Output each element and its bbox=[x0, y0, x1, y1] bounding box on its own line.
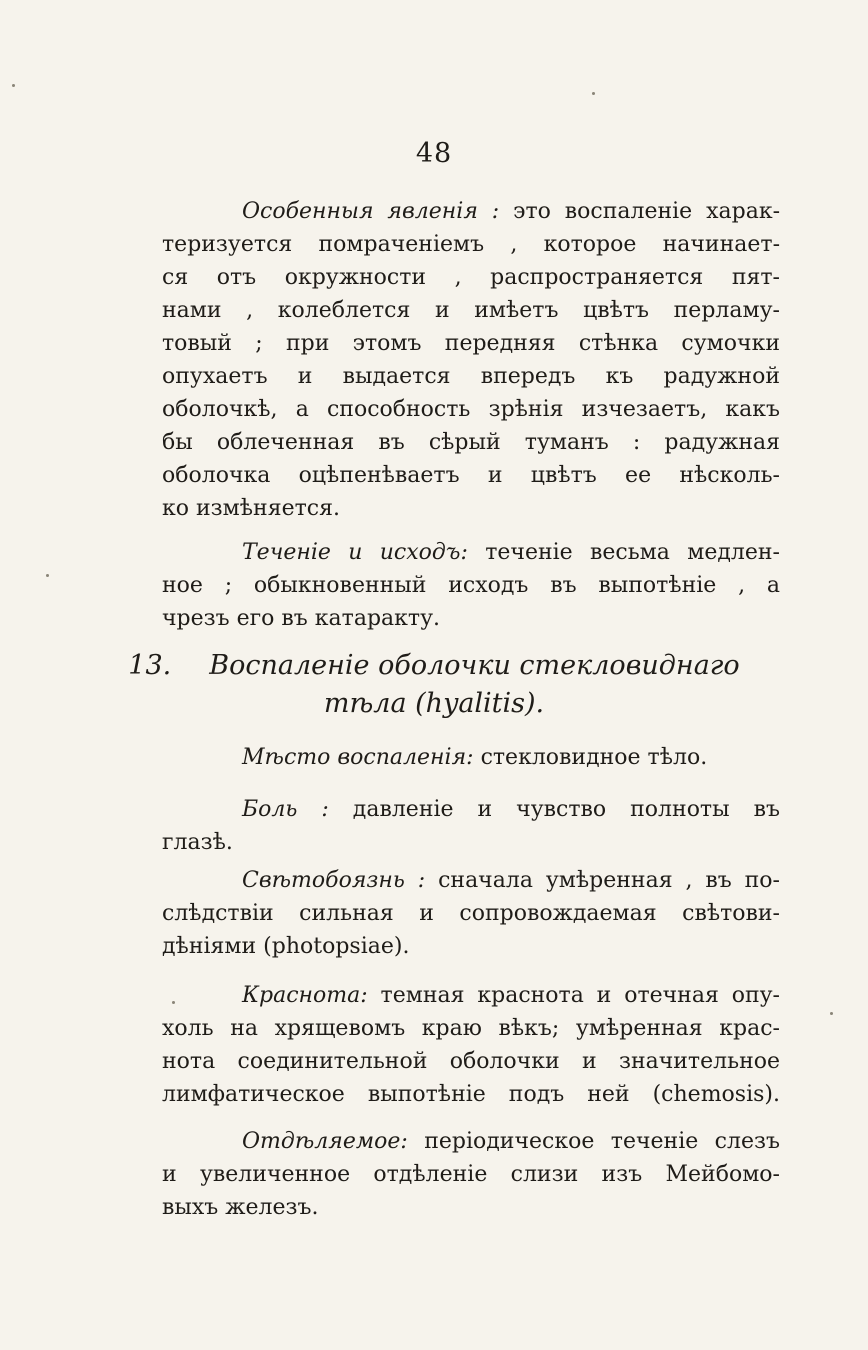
paragraph-line: давленіе и чувство полноты въ bbox=[352, 797, 780, 822]
paragraph-line: холь на хрящевомъ краю вѣкъ; умѣренная крас- bbox=[162, 1016, 780, 1041]
paragraph-label: Особенныя явленія : bbox=[242, 199, 500, 224]
section-title-line1: Воспаленіе оболочки стекловиднаго bbox=[209, 650, 740, 681]
page-number: 48 bbox=[415, 138, 453, 169]
paragraph-line: ное ; обыкновенный исходъ въ выпотѣніе , а bbox=[162, 573, 780, 598]
paper-speck bbox=[592, 92, 595, 95]
paragraph-line: бы облеченная въ сѣрый туманъ : радужная bbox=[162, 430, 780, 455]
paragraph-line: стекловидное тѣло. bbox=[480, 745, 708, 770]
paragraph-line: оболочка оцѣпенѣваетъ и цвѣтъ ее нѣсколь- bbox=[162, 463, 780, 488]
paragraph-line: опухаетъ и выдается впередъ къ радужной bbox=[162, 364, 780, 389]
section-title-line2: тѣла (hyalitis). bbox=[323, 688, 545, 719]
paragraph-line: темная краснота и отечная опу- bbox=[380, 983, 780, 1008]
paragraph-label: Мѣсто воспаленія: bbox=[242, 745, 474, 770]
paper-speck bbox=[830, 1012, 833, 1015]
paragraph-line: глазѣ. bbox=[162, 830, 233, 855]
paper-speck bbox=[46, 574, 49, 577]
paragraph-line: это воспаленіе харак- bbox=[513, 199, 781, 224]
section-heading-line2 bbox=[0, 686, 868, 722]
paragraph-line: лимфатическое выпотѣніе подъ ней (chemosis). bbox=[162, 1082, 780, 1107]
paragraph-line: теризуется помраченіемъ , которое начинает- bbox=[162, 232, 780, 257]
paragraph-label: Свѣтобоязнь : bbox=[242, 868, 426, 893]
paragraph-line: нами , колеблется и имѣетъ цвѣтъ перламу- bbox=[162, 298, 780, 323]
paragraph-line: оболочкѣ, а способность зрѣнія изчезаетъ, какъ bbox=[162, 397, 780, 422]
paragraph-line: теченіе весьма медлен- bbox=[485, 540, 780, 565]
paragraph-line: ся отъ окружности , распространяется пят- bbox=[162, 265, 780, 290]
section-number: 13. bbox=[128, 650, 172, 681]
section-heading bbox=[0, 648, 868, 684]
paragraph-line: товый ; при этомъ передняя стѣнка сумочки bbox=[162, 331, 780, 356]
paragraph-line: ко измѣняется. bbox=[162, 496, 340, 521]
paragraph-label: Отдѣляемое: bbox=[242, 1129, 408, 1154]
paragraph-line: періодическое теченіе слезъ bbox=[424, 1129, 780, 1154]
paragraph-line: выхъ железъ. bbox=[162, 1195, 319, 1220]
paragraph-label: Боль : bbox=[242, 797, 329, 822]
paper-speck bbox=[172, 1001, 175, 1004]
paper-speck bbox=[12, 84, 15, 87]
paragraph-line: сначала умѣренная , въ по- bbox=[438, 868, 780, 893]
paragraph-label: Теченіе и исходъ: bbox=[242, 540, 468, 565]
paragraph-line: чрезъ его въ катаракту. bbox=[162, 606, 441, 631]
paragraph-label: Краснота: bbox=[242, 983, 368, 1008]
paragraph-line: и увеличенное отдѣленіе слизи изъ Мейбомо- bbox=[162, 1162, 780, 1187]
paragraph-line: слѣдствіи сильная и сопровождаемая свѣтови- bbox=[162, 901, 780, 926]
paragraph-line: нота соединительной оболочки и значительное bbox=[162, 1049, 780, 1074]
paragraph-line: дѣніями (photopsiae). bbox=[162, 934, 410, 959]
